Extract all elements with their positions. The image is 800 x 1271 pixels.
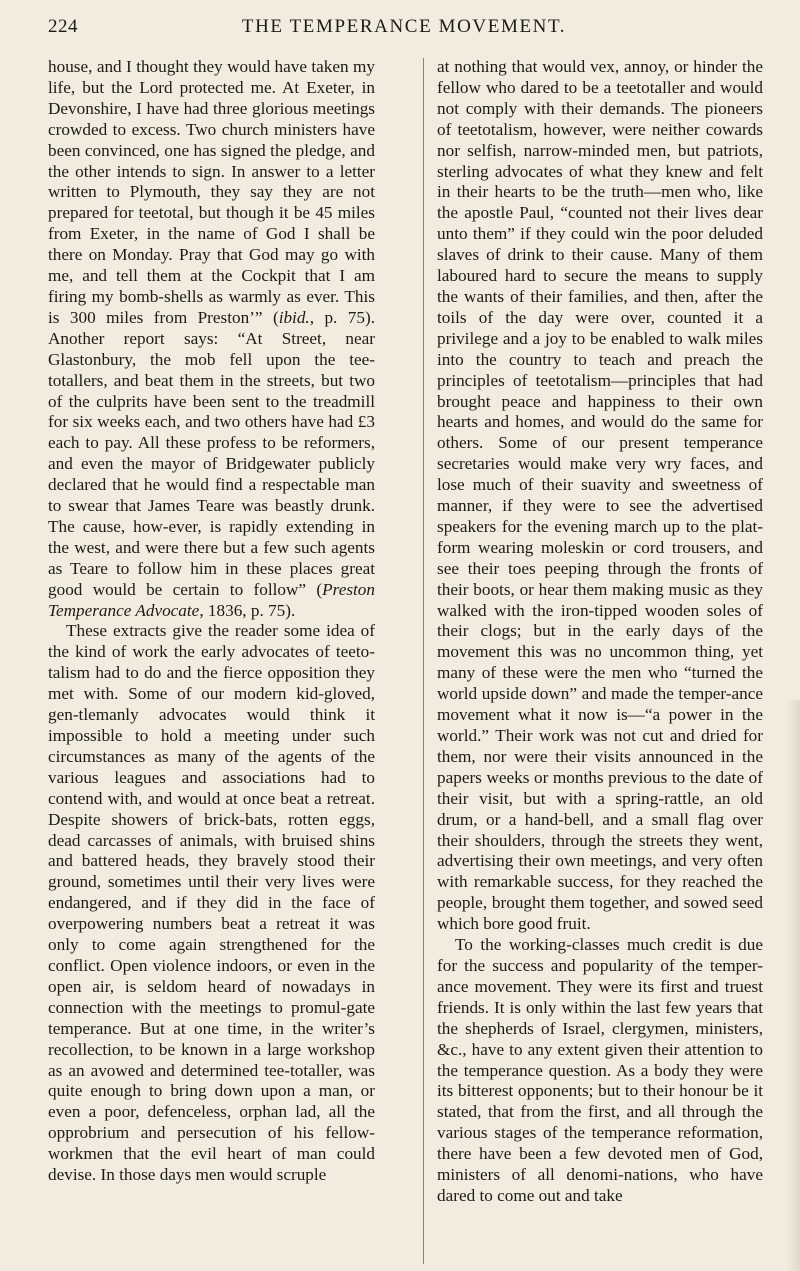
running-head: THE TEMPERANCE MOVEMENT. <box>241 16 567 37</box>
column-divider <box>423 58 424 1264</box>
source-citation: Preston Temperance Advocate <box>48 579 375 620</box>
left-paragraph-1-tail: , 1836, p. 75). <box>199 600 296 620</box>
page-header <box>48 16 760 44</box>
left-paragraph-1-text: house, and I thought they would have taken my life, but the Lord protected me. At Exeter, in Devonshire, I have had three glorious meetings crowded to excess. Two church ministers have been convinced, one has signed the pledge, and the other intends to sign. In answer to a letter written to Plymouth, they say they are not prepared for teetotal, but though it be 45 miles from Exeter, in the name of God I shall be there on Monday. Pray that God may go with me, and tell them at the Cockpit that I am firing my bomb-shells as warmly as ever. This is 300 miles from Preston’” ( <box>48 57 375 327</box>
right-paragraph-2: To the working-classes much credit is due for the success and popularity of the temper-ance movement. They were its first and truest friends. It is only within the last few years that the shepherds of Israel, clergymen, ministers, &c., have to any extent given their attention to the temperance question. As a body they were its bitterest opponents; but to their honour be it stated, that from the first, and all through the various stages of the temperance reformation, there have been a few devoted men of God, ministers of all denomi-nations, who have dared to come out and take <box>437 935 763 1205</box>
right-column <box>437 57 763 1207</box>
page-edge-shadow <box>786 700 800 1271</box>
left-paragraph-1-ref: , p. 75). Another report says: “At Street, near Glastonbury, the mob fell upon the tee-totallers, and beat them in the streets, but two of the culprits have been sent to the treadmill for six weeks each, and two others have had £3 each to pay. All these profess to be reformers, and even the mayor of Bridgewater publicly declared that he would find a respectable man to swear that James Teare was beastly drunk. The cause, how-ever, is rapidly extending in the west, and were there but a few such agents as Teare to follow him in these places great good would be certain to follow” ( <box>48 307 375 599</box>
page-number: 224 <box>48 16 78 37</box>
ibid-citation: ibid. <box>278 307 310 327</box>
left-paragraph-2: These extracts give the reader some idea of the kind of work the early advocates of teeto-talism had to do and the fierce opposition they met with. Some of our modern kid-gloved, gen-tlemanly advocates would think it impossible to hold a meeting under such circumstances as many of the agents of the various leagues and associations had to contend with, and would at once beat a retreat. Despite showers of brick-bats, rotten eggs, dead carcasses of animals, with bruised shins and battered heads, they bravely stood their ground, sometimes until their very lives were endangered, and if they did in the face of overpowering numbers beat a retreat it was only to come again strengthened for the conflict. Open violence indoors, or even in the open air, is seldom heard of nowadays in connection with the meetings to promul-gate temperance. But at one time, in the writer’s recollection, to be known in a large workshop as an avowed and determined tee-totaller, was quite enough to bring down upon a man, or even a poor, defenceless, orphan lad, all the opprobrium and persecution of his fellow-workmen that the evil heart of man could devise. In those days men would scruple <box>48 621 375 1185</box>
right-paragraph-1: at nothing that would vex, annoy, or hinder the fellow who dared to be a teetotaller and would not comply with their demands. The pioneers of teetotalism, however, were neither cowards nor selfish, narrow-minded men, but patriots, sterling advocates of what they knew and felt in their hearts to be the truth—men who, like the apostle Paul, “counted not their lives dear unto them” if they could win the poor deluded slaves of drink to their cause. Many of them laboured hard to secure the means to supply the wants of their families, and then, after the toils of the day were over, counted it a privilege and a joy to be enabled to walk miles into the country to teach and preach the principles of teetotalism—principles that had brought peace and happiness to their own hearts and homes, and would do the same for others. Some of our present temperance secretaries would make very wry faces, and lose much of their suavity and sweetness of manner, if they were to see the advertised speakers for the evening march up to the plat-form wearing moleskin or cord trousers, and see their toes peeping through the fronts of their boots, or hear them making music as they walked with the iron-tipped wooden soles of their clogs; but in the early days of the movement this was no uncommon thing, yet many of these were the men who “turned the world upside down” and made the temper-ance movement what it now is—“a power in the world.” Their work was not cut and dried for them, nor were their visits announced in the papers weeks or months previous to the date of their visit, but with a spring-rattle, an old drum, or a hand-bell, and a small flag over their shoulders, through the streets they went, advertising their own meetings, and very often with remarkable success, for they reached the people, brought them together, and sowed seed which bore good fruit. <box>437 57 763 934</box>
left-paragraph-1 <box>48 57 375 621</box>
left-column <box>48 57 375 1186</box>
